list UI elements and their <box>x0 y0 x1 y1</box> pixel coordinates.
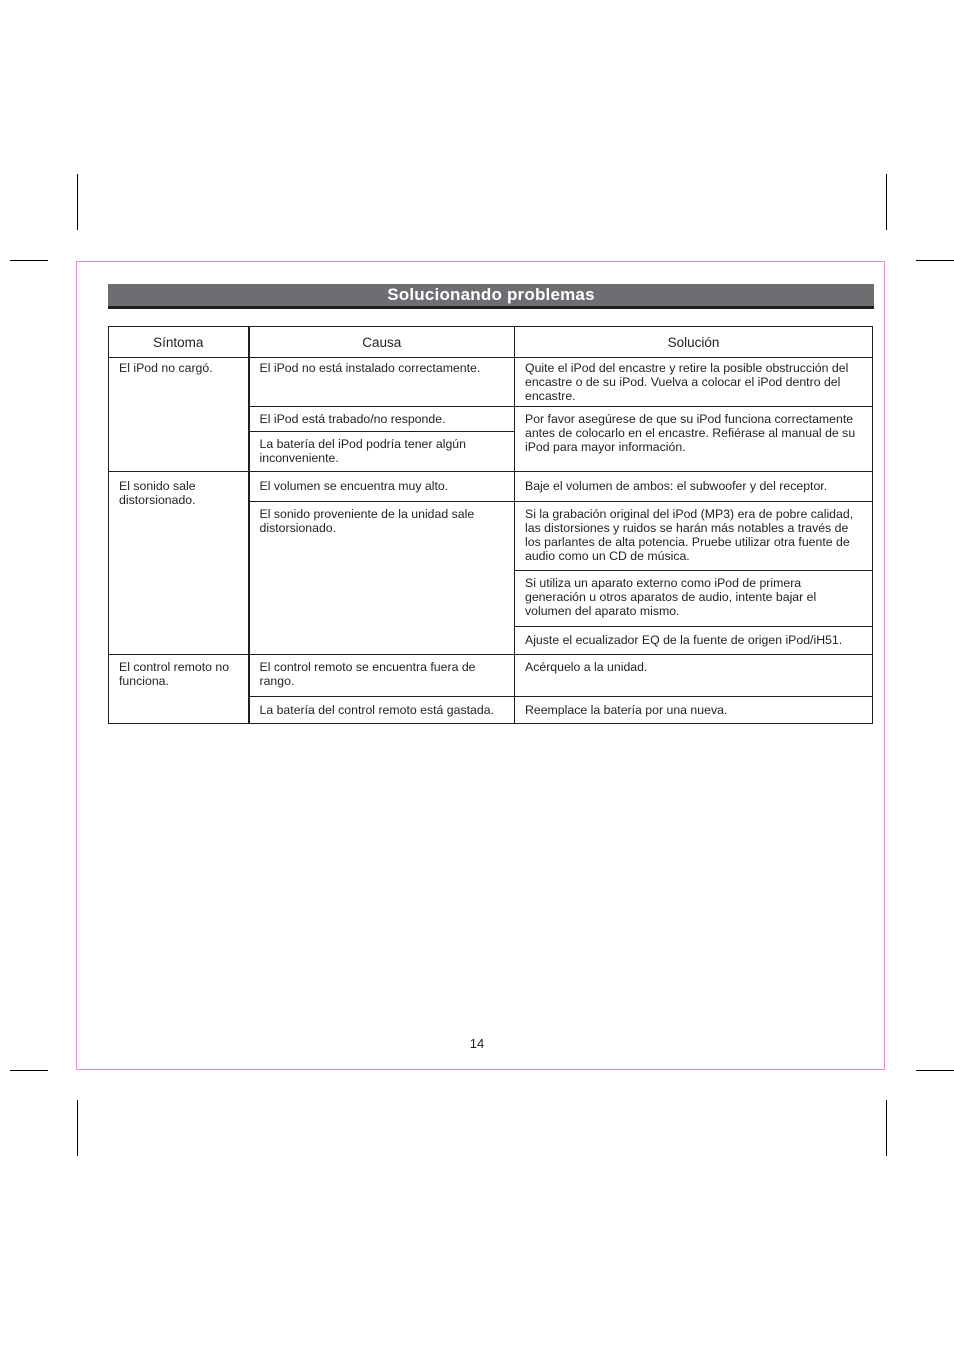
cause-cell: La batería del control remoto está gastada. <box>249 697 515 724</box>
cause-cell: El iPod no está instalado correctamente. <box>249 358 515 407</box>
solution-cell: Ajuste el ecualizador EQ de la fuente de origen iPod/iH51. <box>515 627 873 655</box>
crop-mark <box>916 260 954 261</box>
troubleshooting-table <box>108 326 873 724</box>
cause-cell: El sonido proveniente de la unidad sale distorsionado. <box>249 502 515 655</box>
table-row <box>109 358 873 407</box>
crop-mark <box>77 174 78 230</box>
symptom-cell: El control remoto no funciona. <box>109 655 249 724</box>
crop-mark <box>77 1100 78 1156</box>
section-title: Solucionando problemas <box>387 285 595 304</box>
solution-cell: Si utiliza un aparato externo como iPod de primera generación u otros aparatos de audio, intente bajar el volumen del aparato mismo. <box>515 571 873 627</box>
cause-cell: El iPod está trabado/no responde. <box>249 407 515 432</box>
symptom-cell: El iPod no cargó. <box>109 358 249 472</box>
section-title-bar <box>108 284 874 309</box>
crop-mark <box>10 260 48 261</box>
cause-cell: La batería del iPod podría tener algún inconveniente. <box>249 432 515 472</box>
solution-cell: Por favor asegúrese de que su iPod funciona correctamente antes de colocarlo en el encastre. Refiérase al manual de su iPod para mayor información. <box>515 407 873 472</box>
solution-cell: Si la grabación original del iPod (MP3) era de pobre calidad, las distorsiones y ruidos se harán más notables a través de los parlantes de alta potencia. Pruebe utilizar otra fuente de audio como un CD de música. <box>515 502 873 571</box>
solution-cell: Baje el volumen de ambos: el subwoofer y del receptor. <box>515 472 873 502</box>
crop-mark <box>886 174 887 230</box>
symptom-cell: El sonido sale distorsionado. <box>109 472 249 655</box>
solution-cell: Acérquelo a la unidad. <box>515 655 873 697</box>
solution-cell: Reemplace la batería por una nueva. <box>515 697 873 724</box>
header-solution: Solución <box>515 327 873 358</box>
page-number: 14 <box>469 1036 485 1051</box>
header-symptom: Síntoma <box>109 327 249 358</box>
cause-cell: El volumen se encuentra muy alto. <box>249 472 515 502</box>
table-row <box>109 655 873 697</box>
crop-mark <box>916 1070 954 1071</box>
table-row <box>109 472 873 502</box>
cause-cell: El control remoto se encuentra fuera de rango. <box>249 655 515 697</box>
solution-cell: Quite el iPod del encastre y retire la posible obstrucción del encastre o de su iPod. Vuelva a colocar el iPod dentro del encastre. <box>515 358 873 407</box>
crop-mark <box>10 1070 48 1071</box>
crop-mark <box>886 1100 887 1156</box>
table-header-row <box>109 327 873 358</box>
header-cause: Causa <box>249 327 515 358</box>
